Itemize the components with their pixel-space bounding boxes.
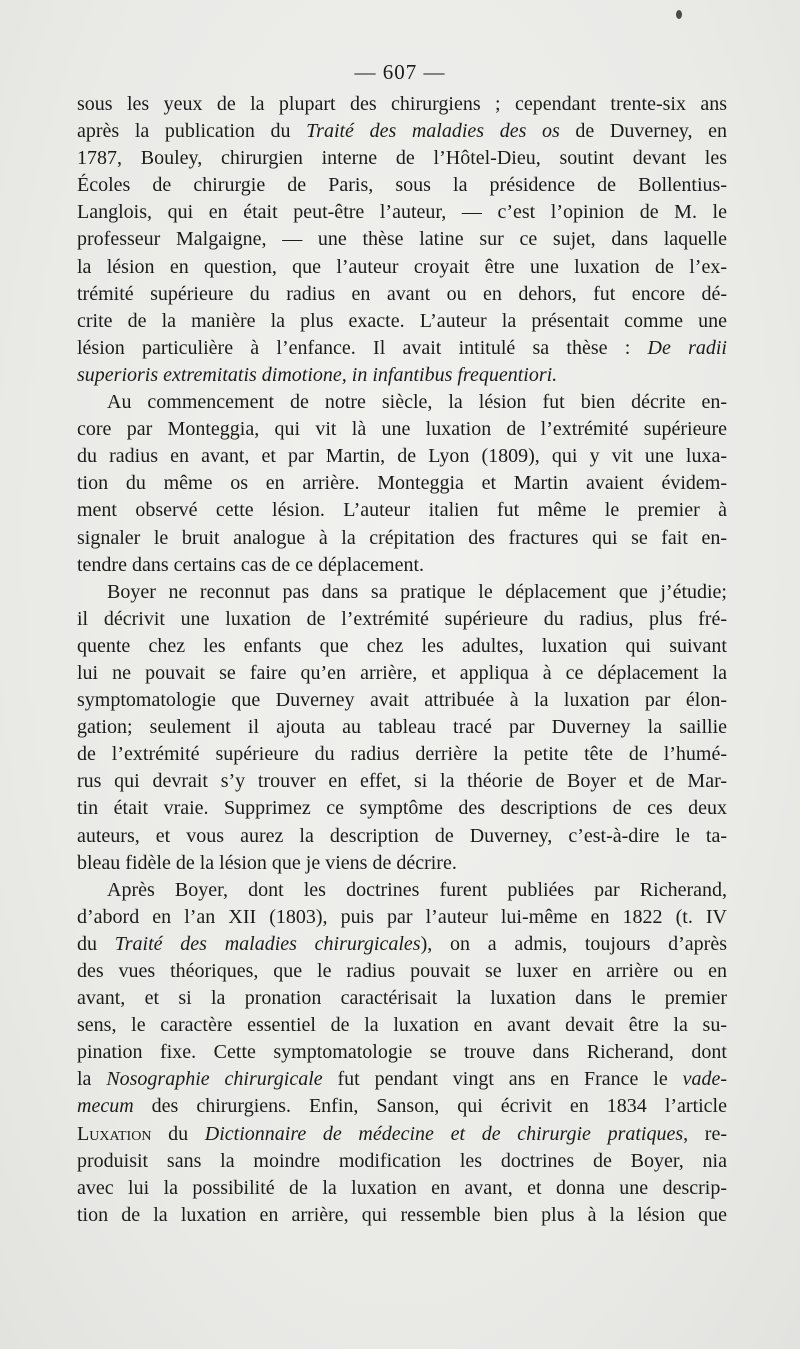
text-line: la Nosographie chirurgicale fut pendant vingt ans en France le vade- [77, 1068, 728, 1091]
text-line: 1787, Bouley, chirurgien interne de l’Hôtel-Dieu, soutint devant les [77, 147, 727, 170]
text-line: Boyer ne reconnut pas dans sa pratique le déplacement que j’étudie; [107, 580, 727, 603]
text-line: sens, le caractère essentiel de la luxation en avant devait être la su- [77, 1014, 727, 1037]
text-line: tendre dans certains cas de ce déplacement. [77, 553, 425, 576]
text-line: trémité supérieure du radius en avant ou en dehors, fut encore dé- [77, 282, 727, 305]
text-line: avant, et si la pronation caractérisait la luxation dans le premier [77, 987, 727, 1010]
paragraph [77, 91, 727, 389]
text-line: Langlois, qui en était peut-être l’auteur, — c’est l’opinion de M. le [77, 201, 727, 224]
text-line: auteurs, et vous aurez la description de Duverney, c’est-à-dire le ta- [77, 824, 727, 847]
text-line: superioris extremitatis dimotione, in infantibus frequentiori. [77, 363, 558, 386]
text-line: mecum des chirurgiens. Enfin, Sanson, qui écrivit en 1834 l’article [77, 1095, 727, 1118]
text-line: il décrivit une luxation de l’extrémité supérieure du radius, plus fré- [77, 607, 727, 630]
text-line: Écoles de chirurgie de Paris, sous la présidence de Bollentius- [77, 174, 727, 197]
text-line: rus qui devrait s’y trouver en effet, si la théorie de Boyer et de Mar- [77, 770, 727, 793]
text-line: tin était vraie. Supprimez ce symptôme des descriptions de ces deux [77, 797, 727, 820]
text-line: quente chez les enfants que chez les adultes, luxation qui suivant [77, 634, 727, 657]
text-line: symptomatologie que Duverney avait attribuée à la luxation par élon- [77, 689, 727, 712]
text-line: des vues théoriques, que le radius pouvait se luxer en arrière ou en [77, 960, 727, 982]
text-line: lésion particulière à l’enfance. Il avait intitulé sa thèse : De radii [77, 336, 727, 359]
text-line: pination fixe. Cette symptomatologie se trouve dans Richerand, dont [77, 1041, 727, 1064]
text-line: professeur Malgaigne, — une thèse latine sur ce sujet, dans laquelle [77, 228, 727, 251]
text-line: du Traité des maladies chirurgicales), on a admis, toujours d’après [77, 932, 728, 955]
text-line: ment observé cette lésion. L’auteur italien fut même le premier à [77, 499, 727, 522]
text-line: d’abord en l’an XII (1803), puis par l’auteur lui-même en 1822 (t. IV [77, 905, 727, 928]
text-line: après la publication du Traité des maladies des os de Duverney, en [77, 120, 727, 143]
text-line: sous les yeux de la plupart des chirurgiens ; cependant trente-six ans [77, 93, 727, 115]
text-line: gation; seulement il ajouta au tableau tracé par Duverney la saillie [77, 716, 727, 739]
text-line: Après Boyer, dont les doctrines furent publiées par Richerand, [107, 878, 727, 901]
page-number: — 607 — [354, 60, 446, 84]
text-line: crite de la manière la plus exacte. L’auteur la présentait comme une [77, 309, 727, 332]
text-line: bleau fidèle de la lésion que je viens de décrire. [77, 851, 457, 874]
paragraph [77, 579, 727, 877]
text-line: avec lui la possibilité de la luxation en avant, et donna une descrip- [77, 1176, 727, 1199]
text-line: produisit sans la moindre modification les doctrines de Boyer, nia [77, 1149, 727, 1172]
body-text [77, 91, 727, 1229]
text-line: du radius en avant, et par Martin, de Lyon (1809), qui y vit une luxa- [77, 445, 727, 468]
paragraph [77, 389, 727, 579]
text-line: core par Monteggia, qui vit là une luxation de l’extrémité supérieure [77, 418, 727, 441]
text-line: tion de la luxation en arrière, qui ressemble bien plus à la lésion que [77, 1203, 727, 1226]
text-line: la lésion en question, que l’auteur croyait être une luxation de l’ex- [77, 255, 727, 278]
text-line: lui ne pouvait se faire qu’en arrière, et appliqua à ce déplacement la [77, 661, 727, 684]
paragraph [77, 877, 727, 1229]
text-line: signaler le bruit analogue à la crépitation des fractures qui se fait en- [77, 526, 727, 549]
text-line: tion du même os en arrière. Monteggia et Martin avaient évidem- [77, 472, 727, 495]
text-line: de l’extrémité supérieure du radius derrière la petite tête de l’humé- [77, 743, 727, 766]
text-line: Luxation du Dictionnaire de médecine et de chirurgie pratiques, re- [77, 1122, 727, 1145]
ink-speck [676, 10, 682, 19]
text-line: Au commencement de notre siècle, la lésion fut bien décrite en- [107, 391, 727, 414]
